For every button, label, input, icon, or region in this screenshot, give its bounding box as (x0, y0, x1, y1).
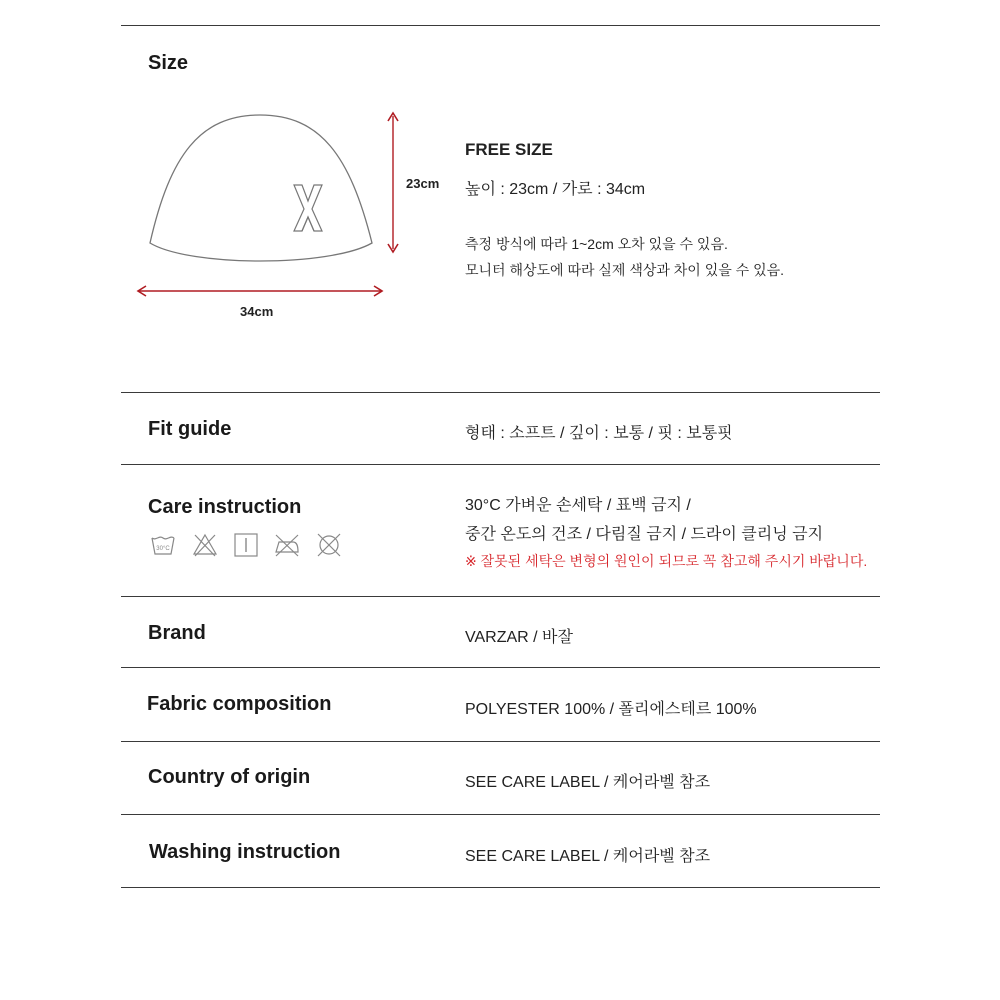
no-dry-clean-icon (316, 532, 342, 558)
divider-washing (121, 814, 880, 815)
fabric-composition-label: Fabric composition (147, 693, 332, 715)
care-line-2: 중간 온도의 건조 / 다림질 금지 / 드라이 클리닝 금지 (465, 526, 824, 543)
divider-care (121, 464, 880, 465)
hand-wash-30-icon (150, 532, 176, 558)
country-of-origin-value: SEE CARE LABEL / 케어라벨 참조 (465, 774, 711, 791)
divider-brand (121, 596, 880, 597)
height-arrow (383, 112, 403, 257)
wash-temp-text: 30°C (156, 546, 170, 552)
care-warning: ※ 잘못된 세탁은 변형의 원인이 되므로 꼭 참고해 주시기 바랍니다. (465, 553, 868, 569)
fit-guide-label: Fit guide (148, 418, 232, 440)
top-divider (121, 25, 880, 26)
washing-instruction-value: SEE CARE LABEL / 케어라벨 참조 (465, 848, 711, 865)
tumble-dry-icon (233, 532, 259, 558)
fabric-composition-value: POLYESTER 100% / 폴리에스테르 100% (465, 701, 757, 718)
bottom-divider (121, 887, 880, 888)
brand-label: Brand (148, 622, 206, 644)
height-label: 23cm (406, 176, 440, 191)
no-iron-icon (273, 532, 301, 558)
divider-fit (121, 392, 880, 393)
care-instruction-label: Care instruction (148, 496, 302, 518)
fit-guide-value: 형태 : 소프트 / 깊이 : 보통 / 핏 : 보통핏 (465, 425, 733, 442)
country-of-origin-label: Country of origin (148, 766, 311, 788)
washing-instruction-label: Washing instruction (149, 841, 341, 863)
free-size-title: FREE SIZE (465, 140, 553, 159)
width-arrow (136, 283, 386, 299)
size-heading: Size (148, 52, 189, 74)
divider-fabric (121, 667, 880, 668)
divider-origin (121, 741, 880, 742)
monitor-note: 모니터 해상도에 따라 실제 색상과 차이 있을 수 있음. (465, 262, 785, 278)
care-line-1: 30°C 가벼운 손세탁 / 표백 금지 / (465, 497, 691, 514)
dimensions-text: 높이 : 23cm / 가로 : 34cm (465, 181, 646, 198)
no-bleach-icon (192, 532, 218, 558)
width-label: 34cm (240, 304, 274, 319)
brand-value: VARZAR / 바잘 (465, 629, 573, 646)
measurement-note: 측정 방식에 따라 1~2cm 오차 있을 수 있음. (465, 236, 728, 252)
